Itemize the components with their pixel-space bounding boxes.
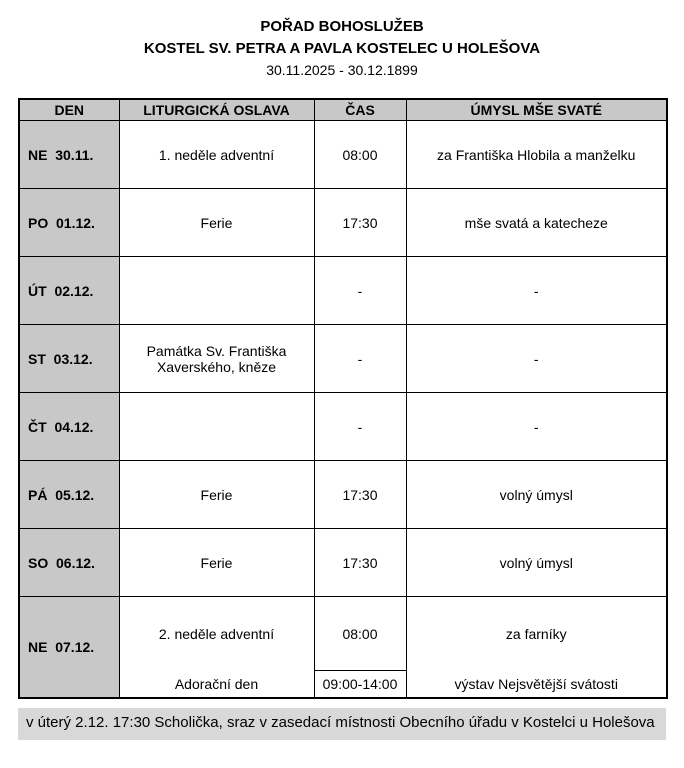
intention-cell: mše svatá a katecheze — [406, 189, 667, 257]
celebration-cell: 1. neděle adventní — [119, 121, 314, 189]
time-line-1: 08:00 — [342, 625, 378, 642]
day-cell: ČT 04.12. — [19, 393, 119, 461]
col-header-liturgicka-oslava: LITURGICKÁ OSLAVA — [119, 99, 314, 121]
celebration-cell: Ferie — [119, 189, 314, 257]
intention-cell: - — [406, 325, 667, 393]
time-cell: - — [314, 393, 406, 461]
celebration-cell: Ferie — [119, 529, 314, 597]
intention-cell — [406, 597, 667, 699]
title-block — [18, 16, 666, 80]
table-row — [19, 461, 667, 529]
table-row — [19, 189, 667, 257]
celebration-cell — [119, 597, 314, 699]
intention-line-2: výstav Nejsvětější svátosti — [454, 675, 618, 692]
table-row — [19, 393, 667, 461]
table-row — [19, 325, 667, 393]
header-row — [19, 99, 667, 121]
intention-cell: za Františka Hlobila a manželku — [406, 121, 667, 189]
col-header-den: DEN — [19, 99, 119, 121]
schedule-table — [18, 98, 668, 700]
intention-cell: volný úmysl — [406, 529, 667, 597]
time-cell: 08:00 — [314, 121, 406, 189]
table-row — [19, 529, 667, 597]
day-cell: PÁ 05.12. — [19, 461, 119, 529]
table-row-last — [19, 597, 667, 699]
intention-dual — [407, 597, 667, 697]
time-line-2: 09:00-14:00 — [315, 670, 406, 697]
day-cell: NE 30.11. — [19, 121, 119, 189]
date-range: 30.11.2025 - 30.12.1899 — [266, 61, 418, 78]
time-cell: 17:30 — [314, 189, 406, 257]
time-cell: - — [314, 325, 406, 393]
church-name: KOSTEL SV. PETRA A PAVLA KOSTELEC U HOLEŠOVA — [143, 39, 541, 57]
time-cell: 17:30 — [314, 461, 406, 529]
col-header-umysl: ÚMYSL MŠE SVATÉ — [406, 99, 667, 121]
day-cell: SO 06.12. — [19, 529, 119, 597]
celebration-cell — [119, 257, 314, 325]
intention-cell: - — [406, 257, 667, 325]
document-title: POŘAD BOHOSLUŽEB — [260, 18, 424, 35]
celebration-cell: Památka Sv. Františka Xaverského, kněze — [119, 325, 314, 393]
intention-line-1: za farníky — [505, 625, 567, 642]
celebration-dual — [120, 597, 314, 697]
intention-cell: - — [406, 393, 667, 461]
celebration-line-1: 2. neděle adventní — [158, 625, 275, 642]
col-header-cas: ČAS — [314, 99, 406, 121]
time-cell — [314, 597, 406, 699]
celebration-line-2: Adorační den — [174, 675, 259, 692]
time-cell: 17:30 — [314, 529, 406, 597]
time-cell: - — [314, 257, 406, 325]
celebration-cell: Ferie — [119, 461, 314, 529]
day-cell: ÚT 02.12. — [19, 257, 119, 325]
day-cell: NE 07.12. — [19, 597, 119, 699]
intention-cell: volný úmysl — [406, 461, 667, 529]
celebration-cell — [119, 393, 314, 461]
table-row — [19, 121, 667, 189]
table-row — [19, 257, 667, 325]
day-cell: ST 03.12. — [19, 325, 119, 393]
time-dual — [315, 597, 406, 697]
day-cell: PO 01.12. — [19, 189, 119, 257]
footer-note: v úterý 2.12. 17:30 Scholička, sraz v zasedací místnosti Obecního úřadu v Kostelci u Holešova — [18, 708, 666, 740]
